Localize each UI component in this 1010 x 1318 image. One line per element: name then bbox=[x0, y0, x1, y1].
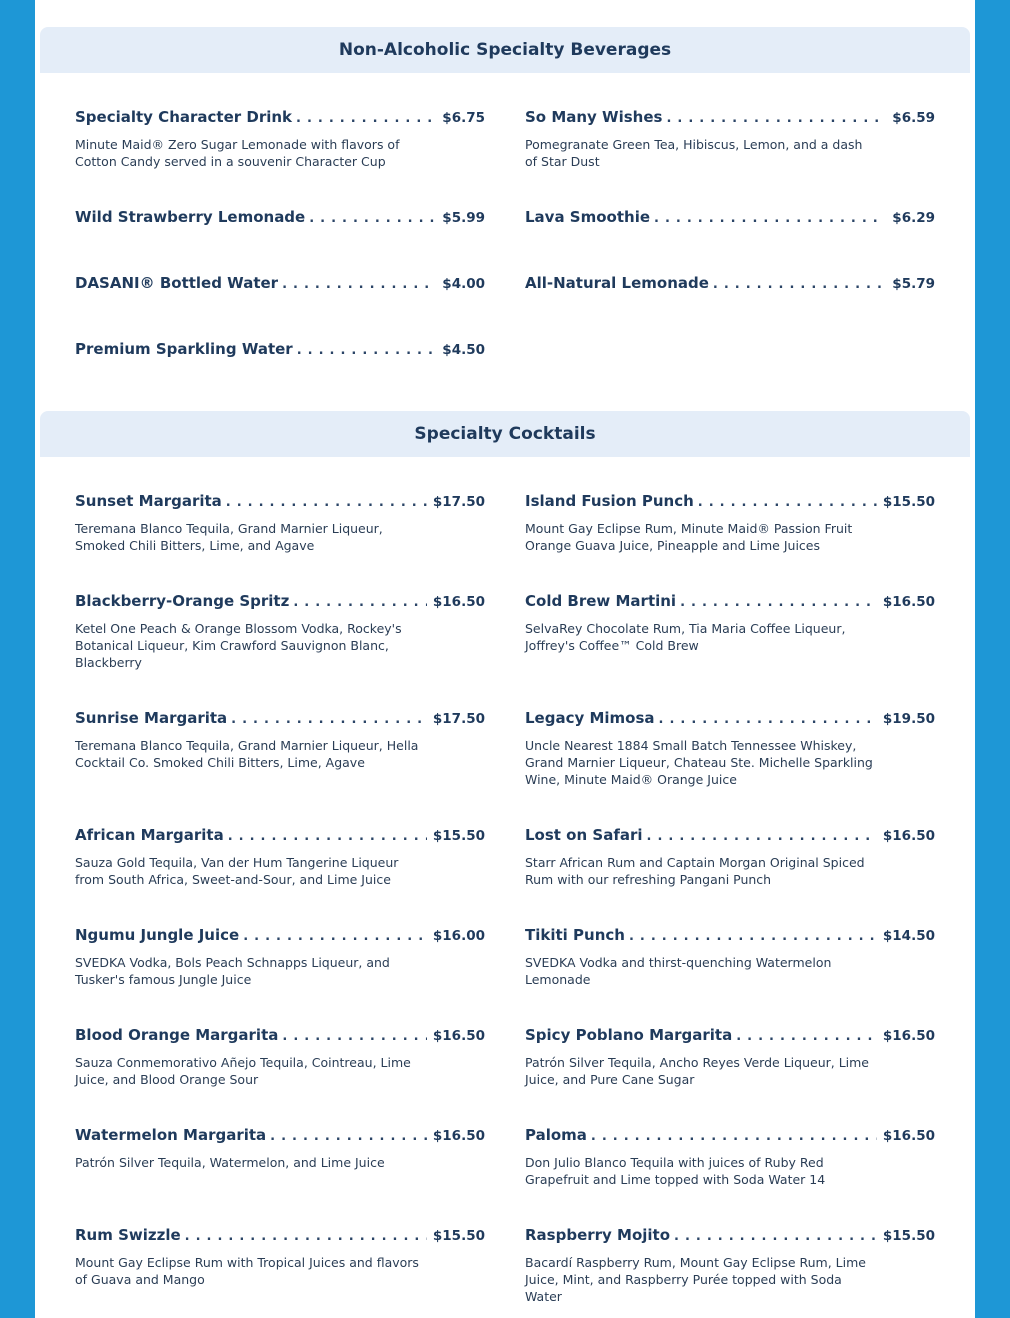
menu-item bbox=[525, 108, 935, 170]
menu-item bbox=[75, 1026, 485, 1088]
item-description: SelvaRey Chocolate Rum, Tia Maria Coffee Liqueur, Joffrey's Coffee™ Cold Brew bbox=[525, 621, 846, 653]
menu-item bbox=[525, 208, 935, 232]
item-name: DASANI® Bottled Water bbox=[75, 274, 279, 292]
menu-page bbox=[35, 0, 975, 1318]
menu-item bbox=[75, 826, 485, 888]
item-name: Blood Orange Margarita bbox=[75, 1026, 279, 1044]
item-description: Patrón Silver Tequila, Watermelon, and Lime Juice bbox=[75, 1155, 385, 1170]
leader-dots bbox=[243, 929, 427, 944]
item-name: Rum Swizzle bbox=[75, 1226, 181, 1244]
leader-dots bbox=[297, 343, 435, 358]
menu-item bbox=[525, 274, 935, 298]
menu-item bbox=[75, 1226, 485, 1288]
menu-item bbox=[75, 709, 485, 771]
item-price: $19.50 bbox=[882, 711, 935, 727]
leader-dots bbox=[736, 1029, 877, 1044]
item-name: African Margarita bbox=[75, 826, 224, 844]
item-name: Island Fusion Punch bbox=[525, 492, 694, 510]
item-price: $15.50 bbox=[432, 1228, 485, 1244]
item-description: Don Julio Blanco Tequila with juices of Ruby Red Grapefruit and Lime topped with Soda Water 14 bbox=[525, 1155, 826, 1187]
item-description: SVEDKA Vodka, Bols Peach Schnapps Liqueur, and Tusker's famous Jungle Juice bbox=[75, 955, 390, 987]
item-description: Mount Gay Eclipse Rum with Tropical Juices and flavors of Guava and Mango bbox=[75, 1255, 419, 1287]
item-price: $4.00 bbox=[442, 276, 485, 292]
item-name: Lava Smoothie bbox=[525, 208, 651, 226]
item-price: $17.50 bbox=[432, 494, 485, 510]
item-price: $15.50 bbox=[882, 494, 935, 510]
section-title: Specialty Cocktails bbox=[414, 424, 596, 444]
menu-item bbox=[525, 826, 935, 888]
item-name: Lost on Safari bbox=[525, 826, 643, 844]
leader-dots bbox=[293, 595, 427, 610]
item-description: Teremana Blanco Tequila, Grand Marnier Liqueur, Hella Cocktail Co. Smoked Chili Bitters, Lime, Agave bbox=[75, 738, 419, 770]
item-price: $15.50 bbox=[882, 1228, 935, 1244]
item-name: Spicy Poblano Margarita bbox=[525, 1026, 733, 1044]
leader-dots bbox=[713, 277, 885, 292]
item-name: Wild Strawberry Lemonade bbox=[75, 208, 306, 226]
menu-item bbox=[75, 492, 485, 554]
leader-dots bbox=[228, 829, 427, 844]
leader-dots bbox=[666, 111, 885, 126]
item-name: All-Natural Lemonade bbox=[525, 274, 709, 292]
item-price: $17.50 bbox=[432, 711, 485, 727]
leader-dots bbox=[659, 712, 877, 727]
item-price: $16.50 bbox=[432, 1028, 485, 1044]
menu-item bbox=[75, 340, 485, 364]
leader-dots bbox=[282, 277, 435, 292]
leader-dots bbox=[654, 211, 885, 226]
item-name: Ngumu Jungle Juice bbox=[75, 926, 240, 944]
leader-dots bbox=[270, 1129, 427, 1144]
section-title: Non-Alcoholic Specialty Beverages bbox=[338, 40, 672, 60]
section-header-non-alcoholic bbox=[40, 27, 970, 73]
menu-item bbox=[75, 108, 485, 170]
item-description: Sauza Gold Tequila, Van der Hum Tangerine Liqueur from South Africa, Sweet-and-Sour, and Lime Juice bbox=[75, 855, 399, 887]
item-name: Paloma bbox=[525, 1126, 587, 1144]
item-name: Blackberry-Orange Spritz bbox=[75, 592, 290, 610]
item-price: $6.59 bbox=[892, 110, 935, 126]
item-description: Sauza Conmemorativo Añejo Tequila, Cointreau, Lime Juice, and Blood Orange Sour bbox=[75, 1055, 411, 1087]
item-name: Premium Sparkling Water bbox=[75, 340, 293, 358]
item-price: $6.75 bbox=[442, 110, 485, 126]
menu-item bbox=[75, 592, 485, 671]
item-price: $6.29 bbox=[892, 210, 935, 226]
item-name: Cold Brew Martini bbox=[525, 592, 677, 610]
item-name: So Many Wishes bbox=[525, 108, 663, 126]
item-description: Patrón Silver Tequila, Ancho Reyes Verde Liqueur, Lime Juice, and Pure Cane Sugar bbox=[525, 1055, 870, 1087]
menu-item bbox=[525, 709, 935, 788]
menu-item bbox=[75, 926, 485, 988]
item-description: Pomegranate Green Tea, Hibiscus, Lemon, and a dash of Star Dust bbox=[525, 137, 863, 169]
item-price: $5.79 bbox=[892, 276, 935, 292]
menu-item bbox=[525, 592, 935, 654]
item-name: Tikiti Punch bbox=[525, 926, 625, 944]
item-name: Watermelon Margarita bbox=[75, 1126, 267, 1144]
menu-item bbox=[525, 1226, 935, 1305]
leader-dots bbox=[647, 829, 877, 844]
leader-dots bbox=[282, 1029, 427, 1044]
menu-item bbox=[525, 1126, 935, 1188]
item-price: $5.99 bbox=[442, 210, 485, 226]
item-price: $4.50 bbox=[442, 342, 485, 358]
item-price: $16.50 bbox=[882, 828, 935, 844]
leader-dots bbox=[226, 495, 427, 510]
menu-item bbox=[525, 1026, 935, 1088]
menu-item bbox=[525, 926, 935, 988]
menu-item bbox=[75, 1126, 485, 1171]
item-description: Uncle Nearest 1884 Small Batch Tennessee Whiskey, Grand Marnier Liqueur, Chateau Ste. Michelle Sparkling Wine, Minute Maid® Orange Juice bbox=[525, 738, 873, 787]
item-description: Ketel One Peach & Orange Blossom Vodka, Rockey's Botanical Liqueur, Kim Crawford Sauvignon Blanc, Blackberry bbox=[75, 621, 402, 670]
item-price: $15.50 bbox=[432, 828, 485, 844]
item-name: Specialty Character Drink bbox=[75, 108, 293, 126]
leader-dots bbox=[591, 1129, 877, 1144]
item-name: Raspberry Mojito bbox=[525, 1226, 671, 1244]
item-price: $16.50 bbox=[432, 1128, 485, 1144]
leader-dots bbox=[629, 929, 877, 944]
section-header-cocktails bbox=[40, 411, 970, 457]
leader-dots bbox=[309, 211, 435, 226]
leader-dots bbox=[674, 1229, 877, 1244]
menu-item bbox=[75, 274, 485, 298]
leader-dots bbox=[296, 111, 435, 126]
item-name: Sunrise Margarita bbox=[75, 709, 228, 727]
menu-item bbox=[75, 208, 485, 232]
item-name: Legacy Mimosa bbox=[525, 709, 655, 727]
item-price: $16.50 bbox=[432, 594, 485, 610]
item-price: $16.00 bbox=[432, 928, 485, 944]
item-price: $16.50 bbox=[882, 1128, 935, 1144]
item-description: Bacardí Raspberry Rum, Mount Gay Eclipse Rum, Lime Juice, Mint, and Raspberry Purée topped with Soda Water bbox=[525, 1255, 866, 1304]
item-description: SVEDKA Vodka and thirst-quenching Watermelon Lemonade bbox=[525, 955, 832, 987]
item-description: Starr African Rum and Captain Morgan Original Spiced Rum with our refreshing Pangani Punch bbox=[525, 855, 865, 887]
item-price: $16.50 bbox=[882, 1028, 935, 1044]
leader-dots bbox=[185, 1229, 427, 1244]
item-description: Mount Gay Eclipse Rum, Minute Maid® Passion Fruit Orange Guava Juice, Pineapple and Lime Juices bbox=[525, 521, 853, 553]
menu-item bbox=[525, 492, 935, 554]
leader-dots bbox=[680, 595, 877, 610]
item-description: Minute Maid® Zero Sugar Lemonade with flavors of Cotton Candy served in a souvenir Character Cup bbox=[75, 137, 400, 169]
leader-dots bbox=[231, 712, 427, 727]
leader-dots bbox=[698, 495, 877, 510]
item-name: Sunset Margarita bbox=[75, 492, 222, 510]
item-price: $14.50 bbox=[882, 928, 935, 944]
item-price: $16.50 bbox=[882, 594, 935, 610]
item-description: Teremana Blanco Tequila, Grand Marnier Liqueur, Smoked Chili Bitters, Lime, and Agave bbox=[75, 521, 383, 553]
